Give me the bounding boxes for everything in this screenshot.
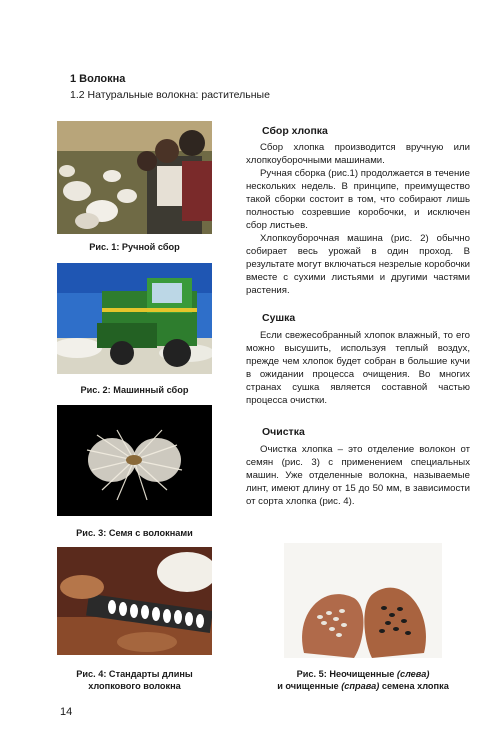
heading-cleaning: Очистка <box>262 426 305 438</box>
paragraph-cleaning: Очистка хлопка – это отделение волокон от семян (рис. 3) с применением специальных машин. Уже отделенные волокна, называемые линт, имеют длину от 15 до 50 мм, в зависимости от сорта хлопка (рис. 4). <box>246 444 470 507</box>
section-title: 1 Волокна <box>70 73 126 85</box>
paragraph-harvest-2: Ручная сборка (рис.1) продолжается в течение нескольких недель. В принципе, преимущество такой сборки состоит в том, что собирают лишь полностью созревшие коробочки, и исключен сбор листьев. <box>246 168 470 231</box>
seed-fibers-photo <box>57 405 212 516</box>
figure-5-caption-line2-prefix: и очищенные <box>277 681 342 691</box>
figure-3-caption: Рис. 3: Семя с волокнами <box>76 528 193 538</box>
machine-harvest-photo <box>57 263 212 374</box>
figure-5-caption-prefix: Рис. 5: Неочищенные <box>296 669 397 679</box>
heading-drying: Сушка <box>262 312 296 324</box>
figure-5-caption-left: (слева) <box>396 669 430 679</box>
fiber-length-standards-photo <box>57 547 212 655</box>
heading-harvest: Сбор хлопка <box>262 125 328 137</box>
figure-4-caption <box>57 668 212 692</box>
cotton-seeds-hands-photo <box>284 543 442 658</box>
figure-1-caption: Рис. 1: Ручной сбор <box>89 242 180 252</box>
figure-4-caption-line2: хлопкового волокна <box>88 681 181 691</box>
subsection-title: 1.2 Натуральные волокна: растительные <box>70 89 270 101</box>
paragraph-harvest-1: Сбор хлопка производится вручную или хлопкоуборочными машинами. <box>246 142 470 166</box>
figure-5-caption <box>262 668 464 692</box>
hand-harvest-photo <box>57 121 212 234</box>
figure-2-caption: Рис. 2: Машинный сбор <box>80 385 189 395</box>
figure-4-caption-line1: Рис. 4: Стандарты длины <box>76 669 193 679</box>
page-number: 14 <box>60 706 73 718</box>
figure-5-caption-right: (справа) <box>341 681 380 691</box>
paragraph-drying: Если свежесобранный хлопок влажный, то его можно высушить, используя теплый воздух, прежде чем хлопок будет собран в большие кучи в ожидании процесса очищения. Во многих странах сушка является составной частью процесса очистки. <box>246 330 470 406</box>
paragraph-harvest-3: Хлопкоуборочная машина (рис. 2) обычно собирает весь урожай в один проход. В результате могут включаться незрелые коробочки вместе с сухими листьями и другими частями растения. <box>246 233 470 296</box>
figure-5-caption-line2-suffix: семена хлопка <box>379 681 449 691</box>
